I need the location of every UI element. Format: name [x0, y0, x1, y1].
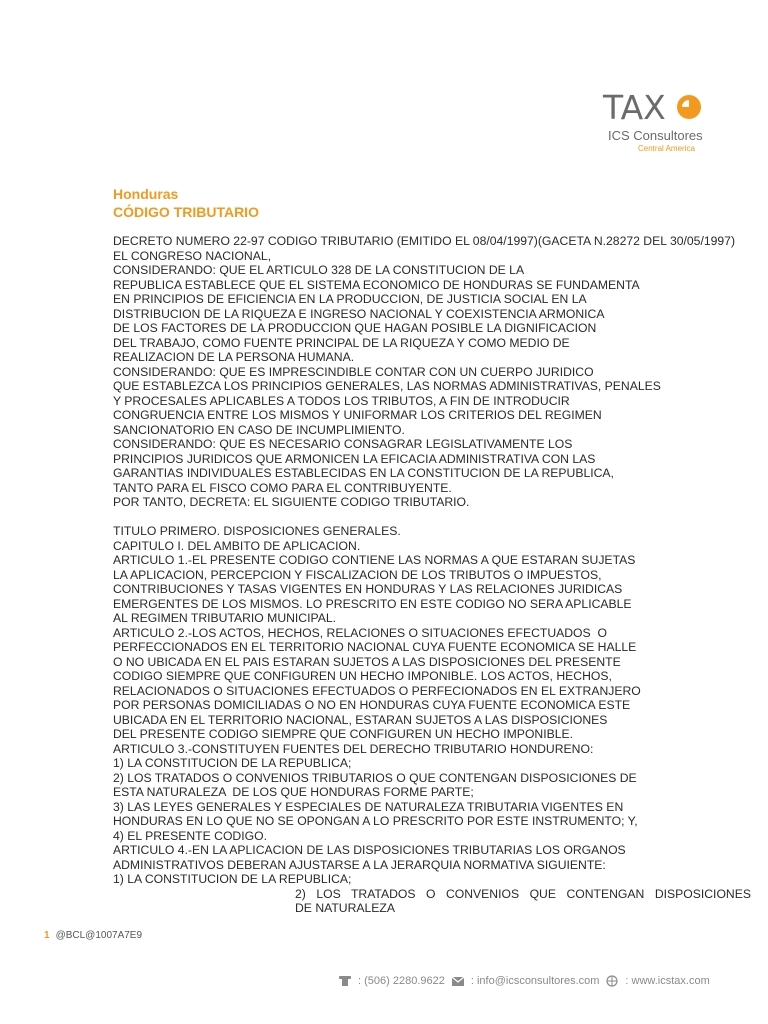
text-line: HONDURAS EN LO QUE NO SE OPONGAN A LO PRESCRITO POR ESTE INSTRUMENTO; Y,	[113, 814, 638, 828]
articles-block	[113, 524, 751, 887]
text-line: AL REGIMEN TRIBUTARIO MUNICIPAL.	[113, 611, 337, 625]
text-line: QUE ESTABLEZCA LOS PRINCIPIOS GENERALES, LAS NORMAS ADMINISTRATIVAS, PENALES	[113, 379, 661, 393]
globe-icon	[605, 975, 619, 987]
text-line: TITULO PRIMERO. DISPOSICIONES GENERALES.	[113, 524, 401, 538]
text-line: CAPITULO I. DEL AMBITO DE APLICACION.	[113, 538, 361, 553]
text-line: 3) LAS LEYES GENERALES Y ESPECIALES DE NATURALEZA TRIBUTARIA VIGENTES EN	[113, 799, 624, 814]
text-line: PRINCIPIOS JURIDICOS QUE ARMONICEN LA EFICACIA ADMINISTRATIVA CON LAS	[113, 451, 596, 466]
footer-phone: : (506) 2280.9622	[358, 975, 445, 987]
text-line: RELACIONADOS O SITUACIONES EFECTUADOS O PERFECIONADOS EN EL EXTRANJERO	[113, 683, 641, 698]
text-line: 2) LOS TRATADOS O CONVENIOS TRIBUTARIOS O QUE CONTENGAN DISPOSICIONES DE	[113, 770, 637, 785]
text-line: CONSIDERANDO: QUE ES NECESARIO CONSAGRAR LEGISLATIVAMENTE LOS	[113, 437, 573, 451]
text-line: ARTICULO 3.-CONSTITUYEN FUENTES DEL DERECHO TRIBUTARIO HONDURENO:	[113, 741, 594, 756]
text-line: DEL TRABAJO, COMO FUENTE PRINCIPAL DE LA RIQUEZA Y COMO MEDIO DE	[113, 335, 570, 350]
indented-line: DE NATURALEZA	[295, 901, 395, 915]
document-body	[113, 234, 751, 916]
text-line: ADMINISTRATIVOS DEBERAN AJUSTARSE A LA JERARQUIA NORMATIVA SIGUIENTE:	[113, 857, 606, 872]
country-title: Honduras	[113, 186, 179, 202]
paragraph-gap	[113, 510, 751, 525]
contact-footer	[338, 975, 710, 987]
text-line: EMERGENTES DE LOS MISMOS. LO PRESCRITO EN ESTE CODIGO NO SERA APLICABLE	[113, 596, 632, 611]
text-line: ESTA NATURALEZA DE LOS QUE HONDURAS FORME PARTE;	[113, 785, 474, 799]
preamble-block	[113, 249, 751, 510]
page-marker	[44, 930, 142, 941]
footer-email: : info@icsconsultores.com	[470, 975, 600, 987]
footer-web: : www.icstax.com	[625, 975, 710, 987]
phone-icon	[338, 975, 352, 987]
text-line: DE LOS FACTORES DE LA PRODUCCION QUE HAGAN POSIBLE LA DIGNIFICACION	[113, 321, 597, 335]
text-line: CONGRUENCIA ENTRE LOS MISMOS Y UNIFORMAR LOS CRITERIOS DEL REGIMEN	[113, 408, 602, 422]
logo-brand-text: TAX	[603, 88, 666, 127]
text-line: EL CONGRESO NACIONAL,	[113, 248, 272, 263]
text-line: CONTRIBUCIONES Y TASAS VIGENTES EN HONDURAS Y LAS RELACIONES JURIDICAS	[113, 582, 623, 596]
decree-intro: DECRETO NUMERO 22-97 CODIGO TRIBUTARIO (EMITIDO EL 08/04/1997)(GACETA N.28272 DEL 30/05/1997)	[113, 234, 735, 248]
text-line: EN PRINCIPIOS DE EFICIENCIA EN LA PRODUCCION, DE JUSTICIA SOCIAL EN LA	[113, 292, 587, 306]
text-line: ARTICULO 2.-LOS ACTOS, HECHOS, RELACIONES O SITUACIONES EFECTUADOS O	[113, 625, 607, 640]
document-heading	[113, 185, 259, 221]
indented-line: 2) LOS TRATADOS O CONVENIOS QUE CONTENGAN DISPOSICIONES	[295, 886, 751, 901]
text-line: 1) LA CONSTITUCION DE LA REPUBLICA;	[113, 872, 352, 886]
text-line: DEL PRESENTE CODIGO SIEMPRE QUE CONFIGUREN UN HECHO IMPONIBLE.	[113, 727, 574, 741]
text-line: ARTICULO 1.-EL PRESENTE CODIGO CONTIENE LAS NORMAS A QUE ESTARAN SUJETAS	[113, 553, 636, 567]
text-line: DISTRIBUCION DE LA RIQUEZA E INGRESO NACIONAL Y COEXISTENCIA ARMONICA	[113, 306, 605, 321]
text-line: REALIZACION DE LA PERSONA HUMANA.	[113, 350, 355, 364]
text-line: Y PROCESALES APLICABLES A TODOS LOS TRIBUTOS, A FIN DE INTRODUCIR	[113, 393, 570, 408]
text-line: PERFECCIONADOS EN EL TERRITORIO NACIONAL CUYA FUENTE ECONOMICA SE HALLE	[113, 640, 637, 654]
text-line: CONSIDERANDO: QUE EL ARTICULO 328 DE LA CONSTITUCION DE LA	[113, 263, 525, 277]
page-number: 1	[44, 930, 50, 941]
text-line: 1) LA CONSTITUCION DE LA REPUBLICA;	[113, 756, 352, 770]
text-line: CONSIDERANDO: QUE ES IMPRESCINDIBLE CONTAR CON UN CUERPO JURIDICO	[113, 364, 594, 379]
text-line: GARANTIAS INDIVIDUALES ESTABLECIDAS EN LA CONSTITUCION DE LA REPUBLICA,	[113, 466, 614, 480]
text-line: LA APLICACION, PERCEPCION Y FISCALIZACION DE LOS TRIBUTOS O IMPUESTOS,	[113, 567, 602, 582]
text-line: CODIGO SIEMPRE QUE CONFIGUREN UN HECHO IMPONIBLE. LOS ACTOS, HECHOS,	[113, 669, 612, 683]
email-icon	[451, 975, 465, 987]
logo-region: Central America	[638, 144, 695, 153]
text-line: O NO UBICADA EN EL PAIS ESTARAN SUJETOS A LAS DISPOSICIONES DEL PRESENTE	[113, 654, 621, 669]
text-line: SANCIONATORIO EN CASO DE INCUMPLIMIENTO.	[113, 422, 405, 437]
text-line: REPUBLICA ESTABLECE QUE EL SISTEMA ECONOMICO DE HONDURAS SE FUNDAMENTA	[113, 277, 640, 292]
company-logo	[598, 88, 718, 158]
text-line: ARTICULO 4.-EN LA APLICACION DE LAS DISPOSICIONES TRIBUTARIAS LOS ORGANOS	[113, 843, 626, 857]
text-line: POR TANTO, DECRETA: EL SIGUIENTE CODIGO TRIBUTARIO.	[113, 495, 470, 509]
document-title: CÓDIGO TRIBUTARIO	[113, 204, 259, 220]
document-code: @BCL@1007A7E9	[55, 930, 143, 941]
text-line: UBICADA EN EL TERRITORIO NACIONAL, ESTARAN SUJETOS A LAS DISPOSICIONES	[113, 712, 608, 727]
logo-company-name: ICS Consultores	[608, 128, 703, 143]
text-line: TANTO PARA EL FISCO COMO PARA EL CONTRIBUYENTE.	[113, 480, 452, 495]
text-line: POR PERSONAS DOMICILIADAS O NO EN HONDURAS CUYA FUENTE ECONOMICA ESTE	[113, 698, 631, 712]
logo-mark-icon	[676, 94, 702, 120]
text-line: 4) EL PRESENTE CODIGO.	[113, 828, 267, 843]
